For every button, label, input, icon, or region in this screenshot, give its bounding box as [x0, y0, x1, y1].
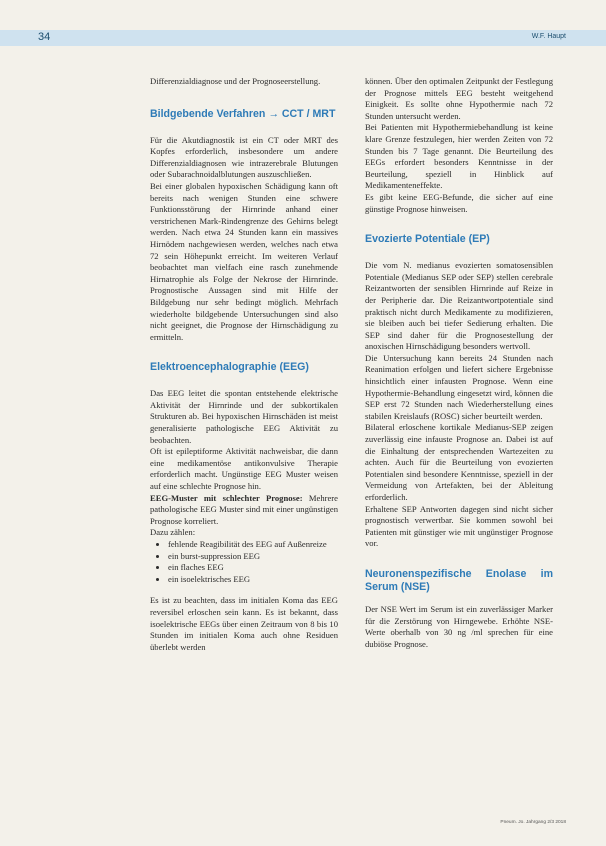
- page-number: 34: [38, 31, 51, 43]
- paragraph-eeg-2: Oft ist epileptiforme Aktivität nachweisbar, die dann eine medikamentöse antikonvulsive Therapie erforderlich macht. Ungünstige EEG Muster weisen auf eine schlechte Prognose hin.: [150, 446, 338, 492]
- heading-nse: Neuronenspezifische Enolase im Serum (NSE): [365, 567, 553, 593]
- paragraph-ep-3: Bilateral erloschene kortikale Medianus-SEP zeigen zuverlässig eine infauste Prognose an. Dabei ist auf die Einhaltung der entsprechenden Wartezeiten zu achten. Auch für die Beurteilung von evozierten Potentialen sind besondere Kenntnisse, speziell in der Vermeidung von Artefakten, bei der Ableitung erforderlich.: [365, 422, 553, 502]
- heading-eeg: Elektroencephalographie (EEG): [150, 361, 309, 374]
- heading-evoked-potentials: Evozierte Potentiale (EP): [365, 233, 490, 246]
- paragraph-intro: Differenzialdiagnose und der Prognoseerstellung.: [150, 76, 321, 86]
- eeg-pattern-text: Mehrere pathologische EEG Muster sind mit einer ungünstigen Prognose korreliert.: [150, 492, 338, 526]
- paragraph-eeg-note: Es ist zu beachten, dass im initialen Koma das EEG reversibel erloschen sein kann. Es ist bekannt, dass isoelektrische EEGs über einen Zeitraum von 8 bis 10 Stunden im initialen Koma auch ohne Residuen überlebt werden: [150, 595, 338, 652]
- eeg-pattern-label: EEG-Muster mit schlechter Prognose:: [150, 492, 303, 503]
- paragraph-hypothermia: Bei Patienten mit Hypothermiebehandlung ist keine klare Grenze festzulegen, hier werden Zeiten von 72 Stunden bis 7 Tage genannt. Die Beurteilung des EEGs erfordert besonders Kenntnisse in der Beurteilung, speziell in Hinblick auf Medikamenteneffekte.: [365, 122, 553, 191]
- footer-citation: Pneum. Jo. Jahrgang 2/3 2018: [500, 820, 566, 825]
- paragraph-dazu: Dazu zählen:: [150, 527, 196, 538]
- running-head: W.F. Haupt: [531, 33, 566, 40]
- paragraph-eeg-3: [150, 493, 338, 528]
- paragraph-continuation: können. Über den optimalen Zeitpunkt der Festlegung der Prognose mittels EEG besteht weitgehend Einigkeit. Es sollte ohne Hypothermie nach 72 Stunden untersucht werden.: [365, 76, 553, 121]
- paragraph-ct: Für die Akutdiagnostik ist ein CT oder MRT des Kopfes erforderlich, insbesondere um andere Differenzialdiagnosen wie intrazerebrale Blutungen oder Subarachnoidalblutungen auszuschließen.: [150, 134, 338, 180]
- paragraph-ep-4: Erhaltene SEP Antworten dagegen sind nicht sicher prognostisch verwertbar. Sie kommen sowohl bei Patienten mit günstiger wie mit ungünstiger Prognose vor.: [365, 503, 553, 549]
- list-item: • fehlende Reagibilität des EEG auf Außenreize: [168, 539, 338, 551]
- paragraph-global-damage: Bei einer globalen hypoxischen Schädigung kann oft bereits nach wenigen Stunden eine schwere Funktionsstörung der Hirnrinde anhand einer verstrichenen Mark-Rindengrenze des Gehirns belegt werden. Nach etwa 24 Stunden kann ein massives Hirnödem nachgewiesen werden, welches nach etwa 72 sein Höhepunkt erreicht. Im weiteren Verlauf beobachtet man vielfach eine rasch zunehmende Hirnatrophie als Folge der Nekrose der Hirnrinde. Prognostische Aussagen sind mit Hilfe der Bildgebung nur sehr bedingt möglich. Mehrfach wiederholte bildgebende Untersuchungen sind also nicht geeignet, die Prognose der Hirnschädigung zu ermitteln.: [150, 180, 338, 342]
- right-column: [365, 76, 553, 650]
- left-column: [150, 76, 338, 653]
- list-item: • ein burst-suppression EEG: [168, 551, 338, 563]
- paragraph-eeg-1: Das EEG leitet die spontan entstehende elektrische Aktivität der Hirnrinde und der subkortikalen Strukturen ab. Bei hypoxischen Hirnschäden ist meist generalisierte pathologische EEG Aktivität zu beobachten.: [150, 388, 338, 445]
- heading-imaging: Bildgebende Verfahren → CCT / MRT: [150, 107, 336, 120]
- paragraph-no-eeg: Es gibt keine EEG-Befunde, die sicher auf eine günstige Prognose hinweisen.: [365, 191, 553, 214]
- paragraph-ep-1: Die vom N. medianus evozierten somatosensiblen Potentiale (Medianus SEP oder SEP) stellen cerebrale Reizantworten der sensiblen Hirnrinde auf Reize in der Peripherie dar. Die Reizantwortpotentiale sind praktisch nicht durch Medikamente zu modifizieren, sie bleiben auch bei tiefer Sedierung erhalten. Die SEP sind daher für die Prognosestellung der anoxischen Hirnschädigung besonders wertvoll.: [365, 260, 553, 352]
- paragraph-nse: Der NSE Wert im Serum ist ein zuverlässiger Marker für die Zerstörung von Hirngewebe. Erhöhte NSE-Werte oberhalb von 30 ng /ml sprechen für eine dubiöse Prognose.: [365, 603, 553, 649]
- list-item: • ein isoelektrisches EEG: [168, 574, 338, 586]
- paragraph-ep-2: Die Untersuchung kann bereits 24 Stunden nach Reanimation erfolgen und liefert sichere Ergebnisse hinsichtlich einer infausten Prognose. Wenn eine Hypothermie-Behandlung eingesetzt wird, können die SEP erst 72 Stunden nach Wiederherstellung eines stabilen Kreislaufs (ROSC) sicher beurteilt werden.: [365, 352, 553, 421]
- header-bar: [0, 30, 606, 46]
- list-item: • ein flaches EEG: [168, 562, 338, 574]
- eeg-bullet-list: [150, 539, 338, 585]
